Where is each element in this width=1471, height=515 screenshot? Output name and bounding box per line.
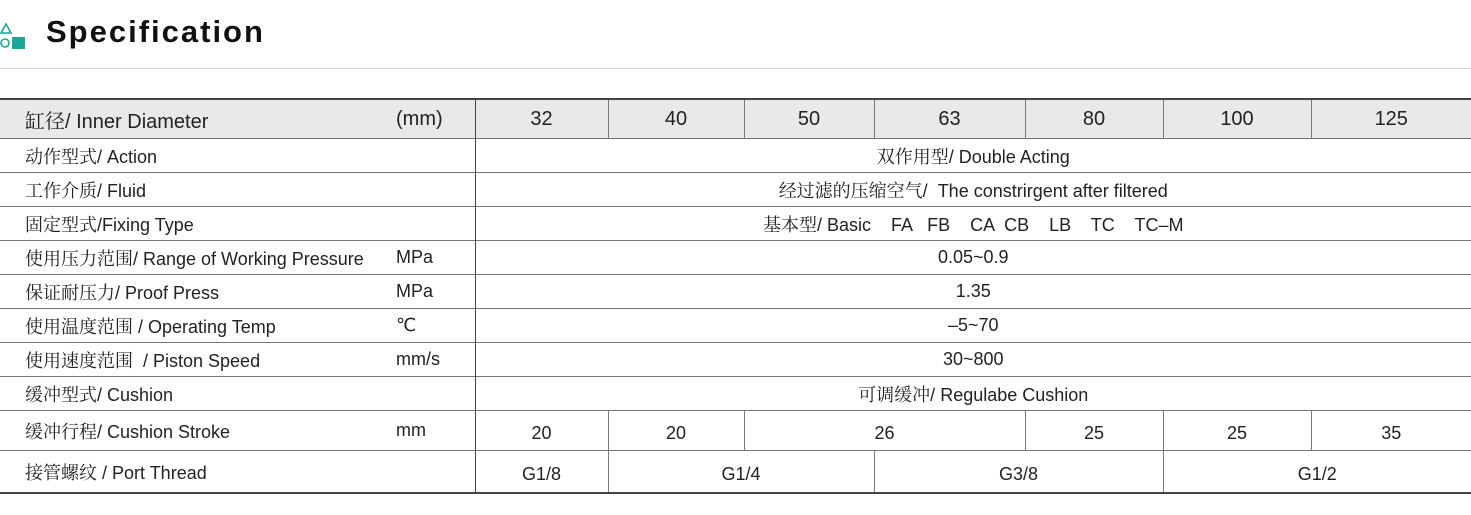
stroke-cell: 25 [1025, 411, 1163, 451]
section-header [0, 0, 1471, 70]
row-unit: MPa [396, 281, 434, 301]
row-value: 30~800 [475, 343, 1471, 377]
row-unit [392, 139, 475, 173]
row-label: 缓冲型式/ Cushion [25, 384, 174, 405]
row-unit: mm [396, 420, 426, 440]
thread-cell: G1/2 [1163, 451, 1471, 494]
bore-cell: 50 [744, 99, 874, 139]
stroke-cell: 35 [1311, 411, 1471, 451]
stroke-cell: 25 [1163, 411, 1311, 451]
row-label: 动作型式/ Action [25, 146, 158, 167]
row-label: 缸径/ Inner Diameter [25, 110, 209, 133]
page-title: Specification [46, 14, 265, 49]
row-unit: MPa [396, 247, 434, 267]
row-operating-temp [0, 309, 1471, 343]
thread-cell: G3/8 [874, 451, 1163, 494]
stroke-cell: 26 [744, 411, 1025, 451]
row-value: 1.35 [475, 275, 1471, 309]
row-value: 双作用型/ Double Acting [475, 139, 1471, 173]
row-unit: mm/s [396, 349, 440, 369]
bore-cell: 40 [608, 99, 744, 139]
spec-logo-icon [0, 22, 28, 50]
row-unit: ℃ [396, 315, 417, 335]
row-unit [392, 451, 475, 494]
row-proof-press [0, 275, 1471, 309]
row-pressure-range [0, 241, 1471, 275]
row-unit [392, 377, 475, 411]
stroke-cell: 20 [608, 411, 744, 451]
row-fluid [0, 173, 1471, 207]
thread-cell: G1/8 [475, 451, 608, 494]
row-label: 缓冲行程/ Cushion Stroke [25, 421, 231, 442]
row-unit [392, 173, 475, 207]
row-piston-speed [0, 343, 1471, 377]
row-cushion [0, 377, 1471, 411]
row-label: 接管螺纹 / Port Thread [25, 462, 207, 483]
row-value: 可调缓冲/ Regulabe Cushion [475, 377, 1471, 411]
stroke-cell: 20 [475, 411, 608, 451]
row-value: 经过滤的压缩空气/ The constrirgent after filtered [475, 173, 1471, 207]
row-cushion-stroke [0, 411, 1471, 451]
bore-cell: 125 [1311, 99, 1471, 139]
thread-cell: G1/4 [608, 451, 874, 494]
specification-table [0, 98, 1471, 494]
row-label: 使用温度范围 / Operating Temp [25, 316, 276, 337]
row-action [0, 139, 1471, 173]
row-label: 工作介质/ Fluid [25, 180, 147, 201]
row-unit [392, 207, 475, 241]
row-inner-diameter [0, 99, 1471, 139]
row-unit: (mm) [396, 107, 443, 130]
row-label: 使用速度范围 / Piston Speed [25, 350, 261, 371]
row-value: –5~70 [475, 309, 1471, 343]
bore-cell: 80 [1025, 99, 1163, 139]
header-divider [0, 68, 1471, 69]
row-value: 0.05~0.9 [475, 241, 1471, 275]
row-port-thread [0, 451, 1471, 494]
bore-cell: 100 [1163, 99, 1311, 139]
bore-cell: 32 [475, 99, 608, 139]
row-label: 固定型式/Fixing Type [25, 214, 194, 235]
bore-cell: 63 [874, 99, 1025, 139]
row-label: 保证耐压力/ Proof Press [25, 282, 220, 303]
row-fixing-type [0, 207, 1471, 241]
row-value: 基本型/ Basic FA FB CA CB LB TC TC–M [475, 207, 1471, 241]
row-label: 使用压力范围/ Range of Working Pressure [25, 248, 364, 269]
